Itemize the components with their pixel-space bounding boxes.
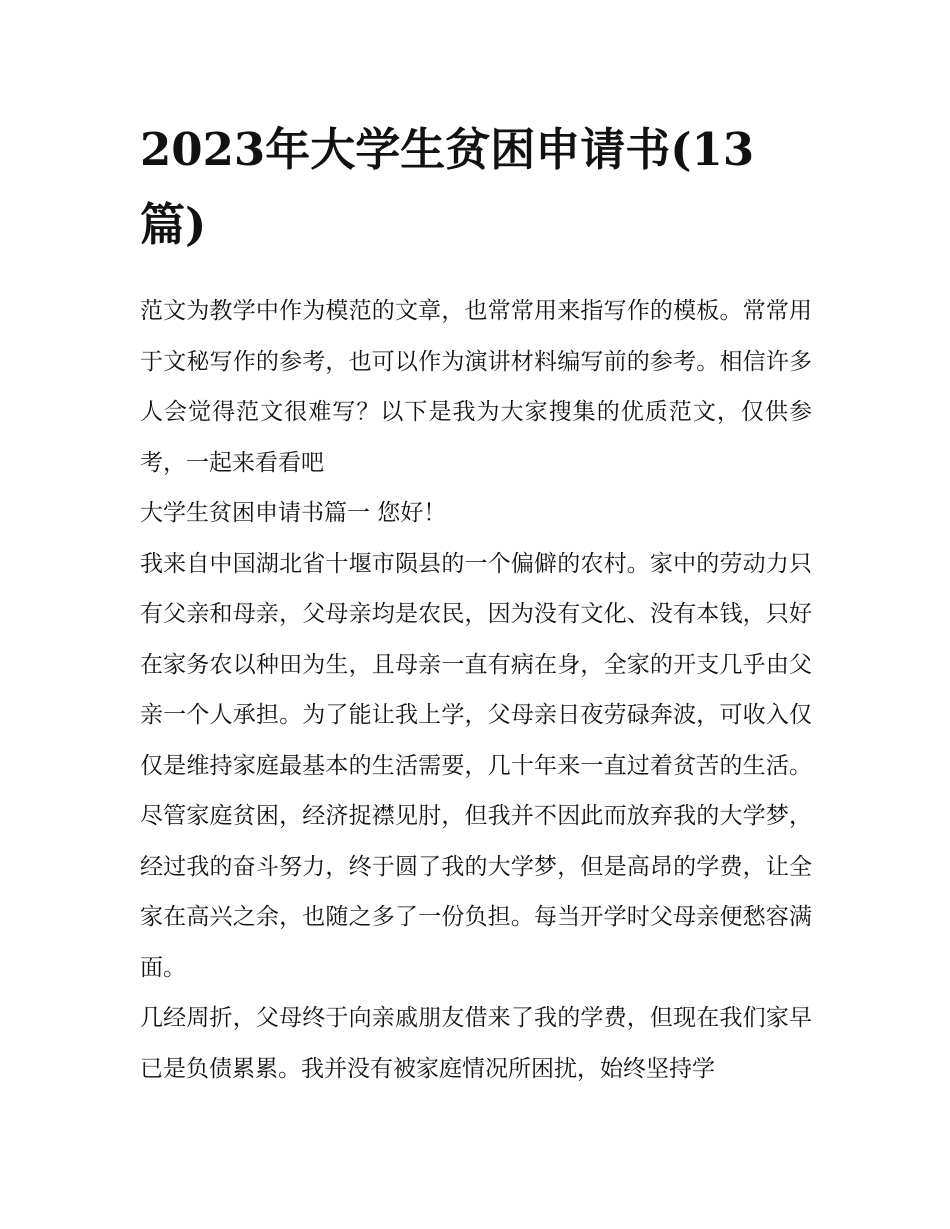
document-title: 2023年大学生贫困申请书(13篇) [140, 123, 755, 251]
document-body [140, 286, 812, 1094]
document-page [140, 112, 812, 1094]
paragraph-family-background: 我来自中国湖北省十堰市陨县的一个偏僻的农村。家中的劳动力只有父亲和母亲，父母亲均是农民，因为没有文化、没有本钱，只好在家务农以种田为生，且母亲一直有病在身，全家的开支几乎由父亲一个人承担。为了能让我上学，父母亲日夜劳碌奔波，可收入仅仅是维持家庭最基本的生活需要，几十年来一直过着贫苦的生活。尽管家庭贫困，经济捉襟见肘，但我并不因此而放弃我的大学梦，经过我的奋斗努力，终于圆了我的大学梦，但是高昂的学费，让全家在高兴之余，也随之多了一份负担。每当开学时父母亲便愁容满面。 [140, 550, 812, 981]
paragraph-intro: 范文为教学中作为模范的文章，也常常用来指写作的模板。常常用于文秘写作的参考，也可以作为演讲材料编写前的参考。相信许多人会觉得范文很难写？以下是我为大家搜集的优质范文，仅供参考，一起来看看吧 [140, 298, 812, 476]
paragraph-tuition: 几经周折，父母终于向亲戚朋友借来了我的学费，但现在我们家早已是负债累累。我并没有被家庭情况所困扰，始终坚持学 [140, 1005, 812, 1082]
paragraph-greeting: 大学生贫困申请书篇一 您好！ [140, 500, 447, 526]
